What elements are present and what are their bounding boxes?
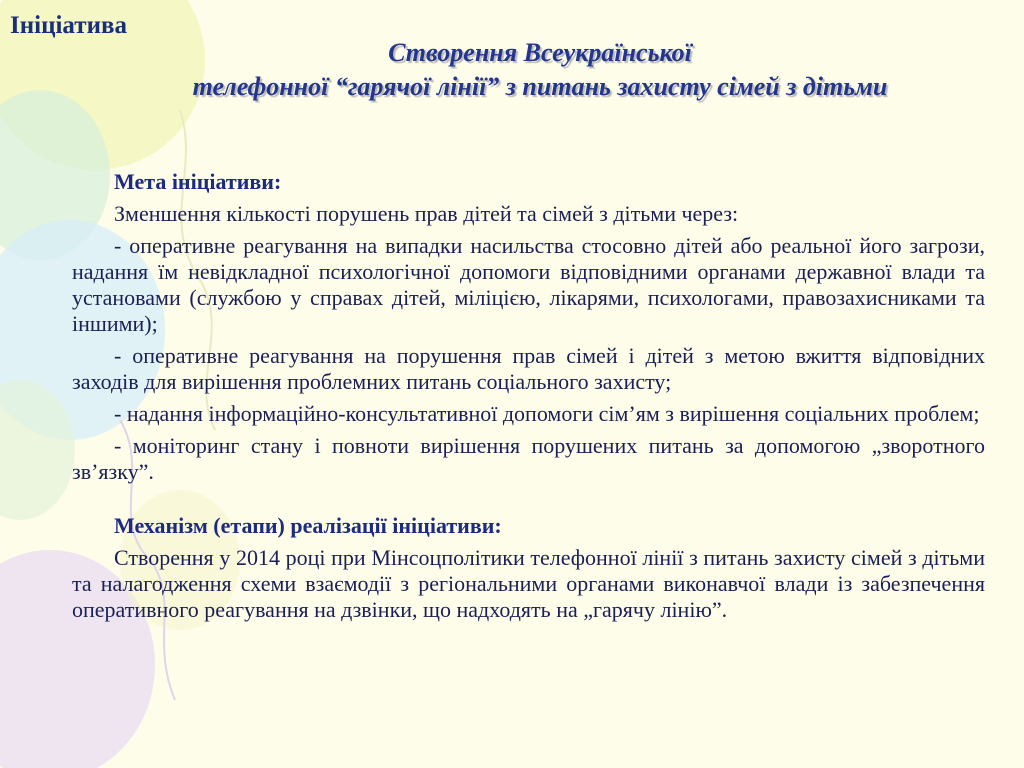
section-label: Ініціатива <box>10 12 127 39</box>
goal-paragraph: - моніторинг стану і повноти вирішення порушених питань за допомогою „зворотного зв’язку”. <box>72 433 985 484</box>
section-spacer <box>72 491 985 513</box>
section-heading-mechanism: Механізм (етапи) реалізації ініціативи: <box>114 513 502 538</box>
goal-paragraph: - надання інформаційно-консультативної допомоги сім’ям з вирішення соціальних проблем; <box>114 401 980 426</box>
section-heading-goal: Мета ініціативи: <box>114 169 282 194</box>
goal-paragraph: Зменшення кількості порушень прав дітей та сімей з дітьми через: <box>114 201 739 226</box>
goal-paragraph: - оперативне реагування на випадки насильства стосовно дітей або реальної його загрози, надання їм невідкладної психологічної допомоги відповідними органами державної влади та установами (службою у справах дітей, міліцією, лікарями, психологами, правозахисниками та іншими); <box>72 233 985 336</box>
mechanism-paragraph: Створення у 2014 році при Мінсоцполітики телефонної лінії з питань захисту сімей з дітьми та налагодження схеми взаємодії з регіональними органами виконавчої влади із забезпечення оперативного реагування на дзвінки, що надходять на „гарячу лінію”. <box>72 545 985 622</box>
goal-paragraph: - оперативне реагування на порушення прав сімей і дітей з метою вжиття відповідних заходів для вирішення проблемних питань соціального захисту; <box>72 343 985 394</box>
slide-title-line1: Створення Всеукраїнської <box>388 38 692 67</box>
slide-title <box>80 36 1000 104</box>
slide-content <box>72 169 985 629</box>
slide-title-line2: телефонної “гарячої лінії” з питань захисту сімей з дітьми <box>192 72 888 101</box>
